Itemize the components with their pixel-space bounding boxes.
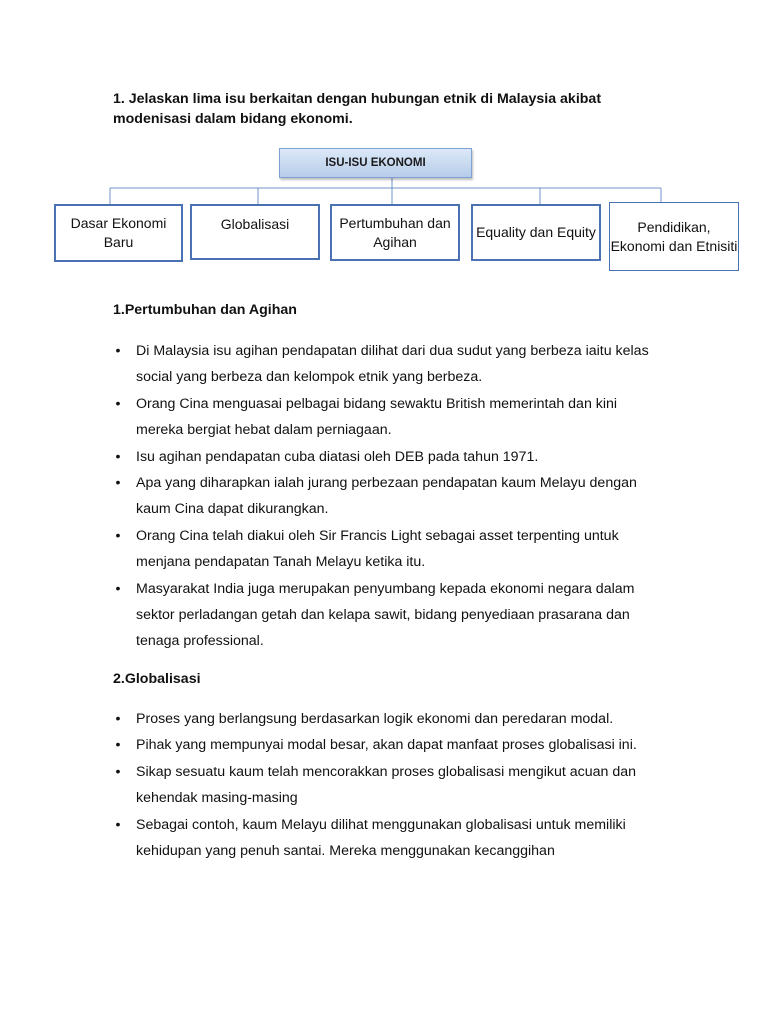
bullet-marker: • <box>115 737 121 754</box>
diagram-connectors <box>0 0 768 300</box>
list-item <box>113 391 658 444</box>
list-item-text: Orang Cina telah diakui oleh Sir Francis Light sebagai asset terpenting untuk menjana pendapatan Tanah Melayu ketika itu. <box>136 527 619 571</box>
question-text: 1. Jelaskan lima isu berkaitan dengan hubungan etnik di Malaysia akibat modenisasi dalam bidang ekonomi. <box>113 91 602 127</box>
economic-issues-diagram <box>0 0 768 300</box>
bullet-marker: • <box>115 343 121 359</box>
list-item-text: Pihak yang mempunyai modal besar, akan dapat manfaat proses globalisasi ini. <box>136 737 637 754</box>
list-item-text: Apa yang diharapkan ialah jurang perbezaan pendapatan kaum Melayu dengan kaum Cina dapat dikurangkan. <box>136 475 637 518</box>
list-item-text: Isu agihan pendapatan cuba diatasi oleh DEB pada tahun 1971. <box>136 448 539 465</box>
list-item <box>113 759 658 812</box>
diagram-node-globalisasi: Globalisasi <box>190 204 320 260</box>
diagram-node-pertumbuhan-dan-agihan: Pertumbuhan dan Agihan <box>330 204 460 261</box>
bullet-marker: • <box>115 711 121 727</box>
bullet-marker: • <box>115 475 121 492</box>
bullet-list <box>113 706 658 864</box>
list-item-text: Orang Cina menguasai pelbagai bidang sewaktu British memerintah dan kini mereka bergiat hebat dalam perniagaan. <box>136 395 618 439</box>
list-item <box>113 470 658 523</box>
list-item-text: Di Malaysia isu agihan pendapatan dilihat dari dua sudut yang berbeza iaitu kelas social yang berbeza dan kelompok etnik yang berbeza. <box>136 343 649 386</box>
list-item-text: Sebagai contoh, kaum Melayu dilihat menggunakan globalisasi untuk memiliki kehidupan yang penuh santai. Mereka menggunakan kecanggihan <box>136 816 626 860</box>
bullet-list <box>113 338 658 655</box>
list-item <box>113 576 658 655</box>
diagram-root-node: ISU-ISU EKONOMI <box>279 148 472 178</box>
bullet-marker: • <box>115 527 121 544</box>
list-item <box>113 338 658 391</box>
bullet-marker: • <box>115 816 121 833</box>
bullet-marker: • <box>115 395 121 412</box>
list-item <box>113 732 658 758</box>
list-item <box>113 706 658 732</box>
diagram-node-pendidikan-ekonomi-etnisiti: Pendidikan, Ekonomi dan Etnisiti <box>609 202 739 271</box>
bullet-marker: • <box>115 763 121 780</box>
list-item-text: Sikap sesuatu kaum telah mencorakkan proses globalisasi mengikut acuan dan kehendak masing-masing <box>136 763 637 807</box>
section-heading: 1.Pertumbuhan dan Agihan <box>113 302 297 318</box>
bullet-marker: • <box>115 580 121 597</box>
bullet-marker: • <box>115 448 121 465</box>
list-item <box>113 523 658 576</box>
section-heading: 2.Globalisasi <box>113 671 201 687</box>
diagram-node-equality-dan-equity: Equality dan Equity <box>471 204 601 261</box>
list-item <box>113 444 658 470</box>
list-item-text: Proses yang berlangsung berdasarkan logik ekonomi dan peredaran modal. <box>136 711 614 727</box>
list-item-text: Masyarakat India juga merupakan penyumbang kepada ekonomi negara dalam sektor perladangan getah dan kelapa sawit, bidang penyediaan prasarana dan tenaga professional. <box>136 580 635 650</box>
diagram-node-dasar-ekonomi-baru: Dasar Ekonomi Baru <box>54 204 183 262</box>
list-item <box>113 812 658 865</box>
